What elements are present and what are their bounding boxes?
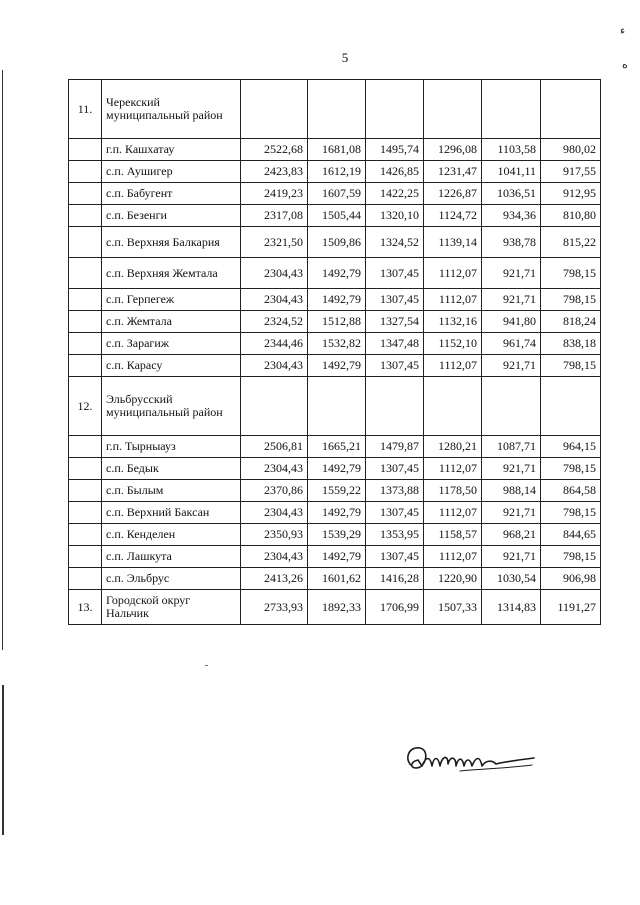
row-index [69, 333, 102, 355]
row-index [69, 480, 102, 502]
value-cell: 1492,79 [308, 355, 366, 377]
settlement-name: с.п. Верхняя Балкария [102, 227, 241, 258]
row-index [69, 183, 102, 205]
value-cell: 1665,21 [308, 436, 366, 458]
settlement-name: с.п. Герпегеж [102, 289, 241, 311]
value-cell: 810,80 [541, 205, 601, 227]
value-cell: 988,14 [482, 480, 541, 502]
scan-edge-line [2, 70, 3, 650]
value-cell: 2324,52 [241, 311, 308, 333]
value-cell: 1892,33 [308, 590, 366, 625]
settlement-name: с.п. Лашкута [102, 546, 241, 568]
value-cell: 1112,07 [424, 502, 482, 524]
table-row [69, 480, 601, 502]
value-cell: 1178,50 [424, 480, 482, 502]
corner-mark: ه [622, 59, 628, 71]
value-cell [308, 80, 366, 139]
table-row [69, 458, 601, 480]
value-cell: 2506,81 [241, 436, 308, 458]
value-cell: 1422,25 [366, 183, 424, 205]
value-cell: 1307,45 [366, 546, 424, 568]
value-cell: 1706,99 [366, 590, 424, 625]
value-cell: 815,22 [541, 227, 601, 258]
value-cell: 1139,14 [424, 227, 482, 258]
value-cell: 798,15 [541, 289, 601, 311]
value-cell: 2304,43 [241, 502, 308, 524]
value-cell: 798,15 [541, 546, 601, 568]
row-index: 12. [69, 377, 102, 436]
value-cell: 921,71 [482, 458, 541, 480]
value-cell: 1479,87 [366, 436, 424, 458]
value-cell: 912,95 [541, 183, 601, 205]
value-cell: 2522,68 [241, 139, 308, 161]
table-row [69, 355, 601, 377]
table-row [69, 227, 601, 258]
value-cell: 2344,46 [241, 333, 308, 355]
value-cell: 1103,58 [482, 139, 541, 161]
value-cell: 2304,43 [241, 258, 308, 289]
scan-speck [205, 665, 208, 666]
value-cell: 838,18 [541, 333, 601, 355]
table-row [69, 502, 601, 524]
value-cell: 1492,79 [308, 502, 366, 524]
value-cell: 1492,79 [308, 258, 366, 289]
value-cell: 798,15 [541, 458, 601, 480]
row-index [69, 205, 102, 227]
settlement-name: с.п. Бедык [102, 458, 241, 480]
value-cell: 1601,62 [308, 568, 366, 590]
settlement-name: Эльбрусский муниципальный район [102, 377, 241, 436]
settlement-name: с.п. Былым [102, 480, 241, 502]
value-cell: 1426,85 [366, 161, 424, 183]
value-cell [308, 377, 366, 436]
settlement-name: с.п. Верхняя Жемтала [102, 258, 241, 289]
value-cell [541, 377, 601, 436]
value-cell: 1226,87 [424, 183, 482, 205]
row-index [69, 289, 102, 311]
value-cell: 1307,45 [366, 458, 424, 480]
value-cell: 1041,11 [482, 161, 541, 183]
value-cell: 1507,33 [424, 590, 482, 625]
table-row [69, 377, 601, 436]
value-cell: 1324,52 [366, 227, 424, 258]
value-cell [241, 80, 308, 139]
settlement-name: с.п. Карасу [102, 355, 241, 377]
value-cell: 1532,82 [308, 333, 366, 355]
value-cell: 961,74 [482, 333, 541, 355]
row-index [69, 458, 102, 480]
value-cell: 2304,43 [241, 458, 308, 480]
row-index [69, 355, 102, 377]
table-row [69, 139, 601, 161]
value-cell: 1220,90 [424, 568, 482, 590]
value-cell: 2350,93 [241, 524, 308, 546]
value-cell: 1112,07 [424, 546, 482, 568]
value-cell: 906,98 [541, 568, 601, 590]
value-cell: 864,58 [541, 480, 601, 502]
value-cell: 818,24 [541, 311, 601, 333]
value-cell: 1280,21 [424, 436, 482, 458]
table-row [69, 289, 601, 311]
settlement-name: Черекский муниципальный район [102, 80, 241, 139]
value-cell: 1612,19 [308, 161, 366, 183]
row-index [69, 227, 102, 258]
value-cell: 1492,79 [308, 546, 366, 568]
row-index [69, 161, 102, 183]
value-cell: 1607,59 [308, 183, 366, 205]
table-row [69, 80, 601, 139]
value-cell: 1307,45 [366, 258, 424, 289]
table-row [69, 311, 601, 333]
row-index: 13. [69, 590, 102, 625]
value-cell: 1320,10 [366, 205, 424, 227]
value-cell: 798,15 [541, 355, 601, 377]
value-cell: 1492,79 [308, 289, 366, 311]
value-cell: 1132,16 [424, 311, 482, 333]
value-cell: 1307,45 [366, 355, 424, 377]
row-index [69, 546, 102, 568]
table-row [69, 161, 601, 183]
value-cell: 1373,88 [366, 480, 424, 502]
settlement-name: с.п. Эльбрус [102, 568, 241, 590]
value-cell: 2423,83 [241, 161, 308, 183]
value-cell: 844,65 [541, 524, 601, 546]
value-cell [366, 377, 424, 436]
table-row [69, 333, 601, 355]
scan-edge-line [2, 685, 4, 835]
value-cell: 1416,28 [366, 568, 424, 590]
value-cell: 1347,48 [366, 333, 424, 355]
row-index [69, 311, 102, 333]
settlement-name: с.п. Безенги [102, 205, 241, 227]
value-cell: 1512,88 [308, 311, 366, 333]
table-row [69, 205, 601, 227]
value-cell: 1327,54 [366, 311, 424, 333]
value-cell: 2321,50 [241, 227, 308, 258]
value-cell [366, 80, 424, 139]
value-cell: 1036,51 [482, 183, 541, 205]
value-cell: 2304,43 [241, 355, 308, 377]
value-cell: 1124,72 [424, 205, 482, 227]
value-cell: 1492,79 [308, 458, 366, 480]
settlement-name: с.п. Аушигер [102, 161, 241, 183]
value-cell: 1112,07 [424, 458, 482, 480]
value-cell: 798,15 [541, 258, 601, 289]
tariff-table [68, 79, 601, 625]
table-row [69, 568, 601, 590]
value-cell: 2370,86 [241, 480, 308, 502]
value-cell: 1112,07 [424, 355, 482, 377]
value-cell: 2317,08 [241, 205, 308, 227]
value-cell: 2733,93 [241, 590, 308, 625]
value-cell [424, 80, 482, 139]
value-cell: 921,71 [482, 258, 541, 289]
value-cell: 1307,45 [366, 289, 424, 311]
table-row [69, 258, 601, 289]
row-index [69, 568, 102, 590]
table-row [69, 436, 601, 458]
settlement-name: с.п. Кенделен [102, 524, 241, 546]
settlement-name: с.п. Жемтала [102, 311, 241, 333]
value-cell: 2419,23 [241, 183, 308, 205]
value-cell: 938,78 [482, 227, 541, 258]
value-cell: 2413,26 [241, 568, 308, 590]
value-cell: 968,21 [482, 524, 541, 546]
value-cell: 798,15 [541, 502, 601, 524]
value-cell: 1681,08 [308, 139, 366, 161]
value-cell: 1353,95 [366, 524, 424, 546]
page-number: 5 [341, 50, 349, 65]
row-index [69, 258, 102, 289]
value-cell: 1296,08 [424, 139, 482, 161]
value-cell: 1191,27 [541, 590, 601, 625]
value-cell: 941,80 [482, 311, 541, 333]
settlement-name: Городской округ Нальчик [102, 590, 241, 625]
value-cell: 1505,44 [308, 205, 366, 227]
table-body [69, 80, 601, 625]
row-index [69, 436, 102, 458]
value-cell: 1158,57 [424, 524, 482, 546]
value-cell [482, 377, 541, 436]
value-cell [241, 377, 308, 436]
value-cell: 1087,71 [482, 436, 541, 458]
row-index: 11. [69, 80, 102, 139]
table-row [69, 546, 601, 568]
settlement-name: г.п. Тырныауз [102, 436, 241, 458]
value-cell: 1307,45 [366, 502, 424, 524]
value-cell [482, 80, 541, 139]
value-cell: 921,71 [482, 289, 541, 311]
value-cell: 1314,83 [482, 590, 541, 625]
value-cell [541, 80, 601, 139]
value-cell: 2304,43 [241, 289, 308, 311]
value-cell: 917,55 [541, 161, 601, 183]
value-cell: 1539,29 [308, 524, 366, 546]
corner-mark: ء [620, 25, 626, 37]
settlement-name: с.п. Зарагиж [102, 333, 241, 355]
value-cell: 2304,43 [241, 546, 308, 568]
value-cell: 1231,47 [424, 161, 482, 183]
value-cell: 1112,07 [424, 258, 482, 289]
value-cell: 1495,74 [366, 139, 424, 161]
settlement-name: с.п. Бабугент [102, 183, 241, 205]
value-cell: 964,15 [541, 436, 601, 458]
value-cell: 1112,07 [424, 289, 482, 311]
row-index [69, 502, 102, 524]
value-cell: 921,71 [482, 546, 541, 568]
table-row [69, 183, 601, 205]
handwritten-signature [400, 738, 540, 778]
value-cell: 1509,86 [308, 227, 366, 258]
settlement-name: г.п. Кашхатау [102, 139, 241, 161]
settlement-name: с.п. Верхний Баксан [102, 502, 241, 524]
value-cell: 980,02 [541, 139, 601, 161]
value-cell: 921,71 [482, 355, 541, 377]
value-cell: 1559,22 [308, 480, 366, 502]
row-index [69, 524, 102, 546]
value-cell: 1152,10 [424, 333, 482, 355]
value-cell: 934,36 [482, 205, 541, 227]
value-cell [424, 377, 482, 436]
value-cell: 921,71 [482, 502, 541, 524]
value-cell: 1030,54 [482, 568, 541, 590]
table-row [69, 590, 601, 625]
table-row [69, 524, 601, 546]
row-index [69, 139, 102, 161]
